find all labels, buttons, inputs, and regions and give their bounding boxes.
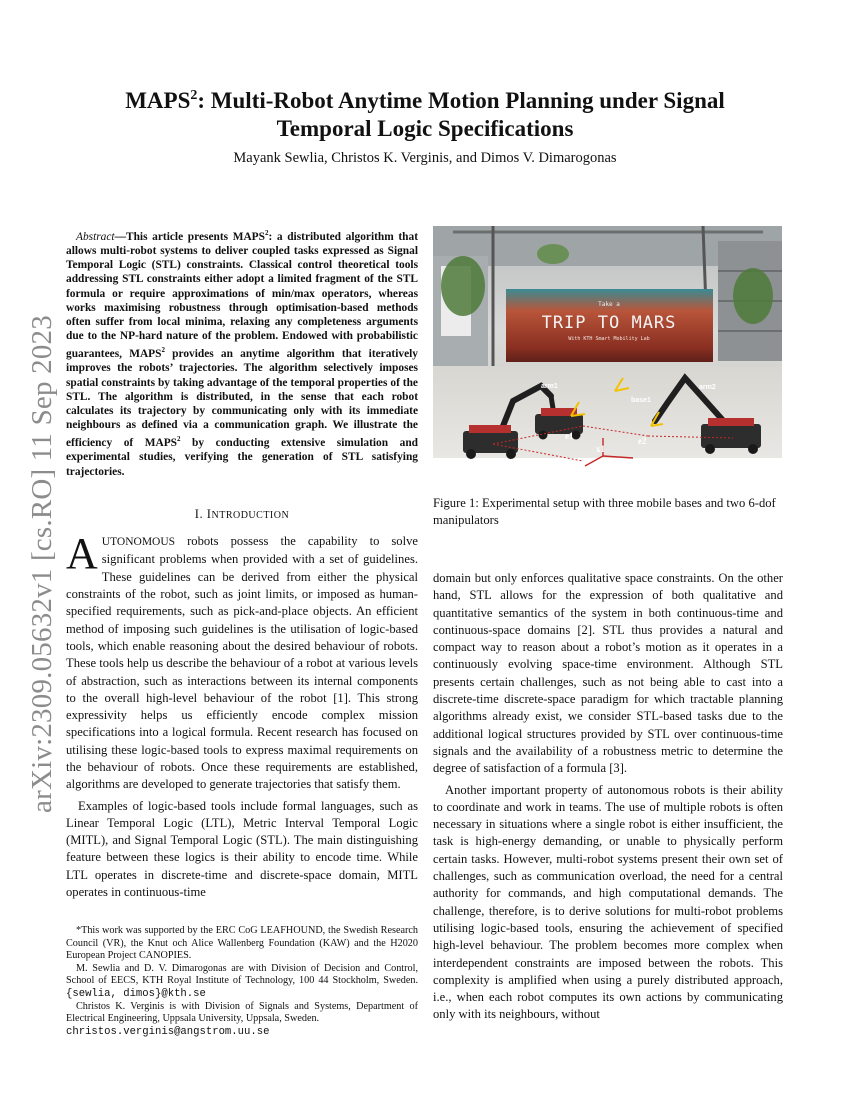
banner-sub-text: With KTH Smart Mobility Lab [568,336,650,342]
abstract-sup-1: 2 [264,229,269,237]
section-initial: I [206,506,212,521]
authors: Mayank Sewlia, Christos K. Verginis, and Dimos V. Dimarogonas [233,150,617,166]
abstract-sup-3: 2 [177,435,181,444]
abstract-text-3: provides an anytime algorithm that iteratively improves the robots’ trajectories. The algorithm selectively imposes spatial constraints by taking advantage of the temporal properties of the STL. The algorithm is distributed, in the sense that each robot calculates its trajectory by communicating only with its immediate neighbours as defined via a communication graph. We illustrate the efficiency of MAPS [66,348,418,450]
banner-main-text: TRIP TO MARS [541,313,677,333]
label-arm2: arm2 [699,384,716,391]
arxiv-side-stamp: arXiv:2309.05632v1 [cs.RO] 11 Sep 2023 [26,315,58,813]
footnote-affiliation-kth [66,963,418,1001]
figure-1-caption: Figure 1: Experimental setup with three mobile bases and two 6-dof manipulators [433,496,776,528]
label-x3: x3 [636,462,645,472]
intro-caps: UTONOMOUS [101,536,176,549]
footnote-kth-text: M. Sewlia and D. V. Dimarogonas are with Division of Decision and Control, School of EECS, KTH Royal Institute of Technology, 100 44 Stockholm, Sweden. [66,962,418,987]
banner-small-text: Take a [598,301,620,308]
section-rest: NTRODUCTION [211,509,290,521]
intro-paragraph-4: Another important property of autonomous robots is their ability to coordinate and work in teams. The use of multiple robots is often necessary in situations where a single robot is either insufficient, the task is high-energy demanding, or unable to physically perform certain tasks. However, multi-robot systems present their own set of challenges, such as communication overload, the need for a central authority for commands, and high computational demands. The challenge, therefore, is to derive solutions for multi-robot problems utilising logic-based tools, ensuring the achievement of specified high-level behaviour. The problem becomes more complex when interdependent constraints are imposed between the robots. This complexity is amplified when using a purely distributed approach, i.e., when each robot computes its own actions by communicating only with its neighbours, without [433,782,783,1022]
paper-title [90,82,760,143]
intro-paragraph-2: Examples of logic-based tools include formal languages, such as Linear Temporal Logic (LTL), Metric Interval Temporal Logic (MITL), and Signal Temporal Logic (STL). The main distinguishing feature between these logics is their ability to encode time. While LTL operates in discrete-time and discrete-space domain, MITL operates in continuous-time [66,798,418,900]
figure-1-photo [433,226,782,480]
abstract-label: Abstract [76,230,115,243]
abstract-dash: — [114,230,126,243]
footnote-uppsala-text: Christos K. Verginis is with Division of Signals and Systems, Department of Electrical Engineering, Uppsala University, Uppsala, Sweden. [66,1000,418,1025]
label-arm1: arm1 [541,383,558,390]
drop-cap: A [66,529,98,579]
title-line2: Temporal Logic Specifications [276,116,574,141]
label-base1: base1 [705,458,725,465]
footnote-affiliation-uppsala [66,1001,418,1039]
abstract [66,226,418,479]
title-sup: 2 [190,88,198,103]
footnotes [66,925,418,1038]
right-column [433,570,783,1024]
label-x2: x2 [573,470,582,480]
intro-paragraph-1 [66,529,418,793]
intro-paragraph-3: domain but only enforces qualitative space constraints. On the other hand, STL allows for the expression of both qualitative and quantitative semantics of the system in both continuous-time and continuous-space domains [2]. STL thus provides a natural and compact way to reason about a robot’s motion as it operates in a continuously evolving space-time environment. Although STL presents certain challenges, such as not being able to cast into a discrete-time discrete-space paradigm for which tractable planning algorithms already exist, we consider STL-based tasks due to the additional logical structures provided by STL over continuous-time signals and the availability of a robustness metric to determine the degree of satisfaction of a formula [3]. [433,571,783,776]
footnote-uppsala-email: christos.verginis@angstrom.uu.se [66,1025,270,1038]
abstract-text-1: This article presents MAPS [126,230,265,243]
abstract-sup-2: 2 [161,346,165,355]
footnote-kth-email: {sewlia, dimos}@kth.se [66,987,206,1000]
title-main: MAPS [125,88,191,113]
intro-p1-text: robots possess the capability to solve significant problems when provided with a set of guidelines. These guidelines can be derived from either the physical constraints of the robot, such as joint limits, or imposed as human-specified requirements, such as pick-and-place objects. An efficient method of imposing such guidelines is the utilisation of logic-based tools, which enable reasoning about the desired behaviour of robots. These tools help us describe the behaviour of a robot at various levels of abstraction, such as interactions between its internal components to the overall high-level behaviour of the robot [1]. This strong expressivity helps us efficiently encode complex mission specifications into a logical formula. Recent research has focused on utilising these logic-based tools to express maximal requirements on the behaviour of robots. Once these requirements are established, algorithms are developed to generate trajectories that satisfy them. [66,534,418,792]
label-e1: e1 [565,431,574,441]
abstract-text-2: : a distributed algorithm that allows multi-robot systems to deliver coupled tasks expressed as Signal Temporal Logic (STL) constraints. Classical control theoretical tools addressing STL constraints either adopt a limited fragment of the STL formula or require approximations of min/max operators, whereas works maximising robustness through optimisation-based methods often suffer from local minima, relaxing any completeness arguments due to the NP-hard nature of the problem. Endowed with probabilistic guarantees, MAPS [66,230,418,361]
abstract-text-4: by conducting extensive simulation and experimental studies, verifying the generation of STL satisfying trajectories. [66,437,418,478]
label-e2: e2 [638,436,647,446]
section-numeral: I. [194,506,204,521]
footnote-funding: *This work was supported by the ERC CoG LEAFHOUND, the Swedish Research Council (VR), the Knut och Alice Wallenberg Foundation (KAW) and the H2020 European Project CANOPIES. [66,925,418,962]
title-rest-line1: : Multi-Robot Anytime Motion Planning under Signal [197,88,725,113]
label-base2: base2 [495,459,515,466]
left-column [66,226,418,901]
figure-photo-illustration [433,226,782,480]
section-heading-introduction [66,506,418,524]
label-base1-top: base1 [631,397,651,404]
label-x1: x1 [596,444,605,454]
